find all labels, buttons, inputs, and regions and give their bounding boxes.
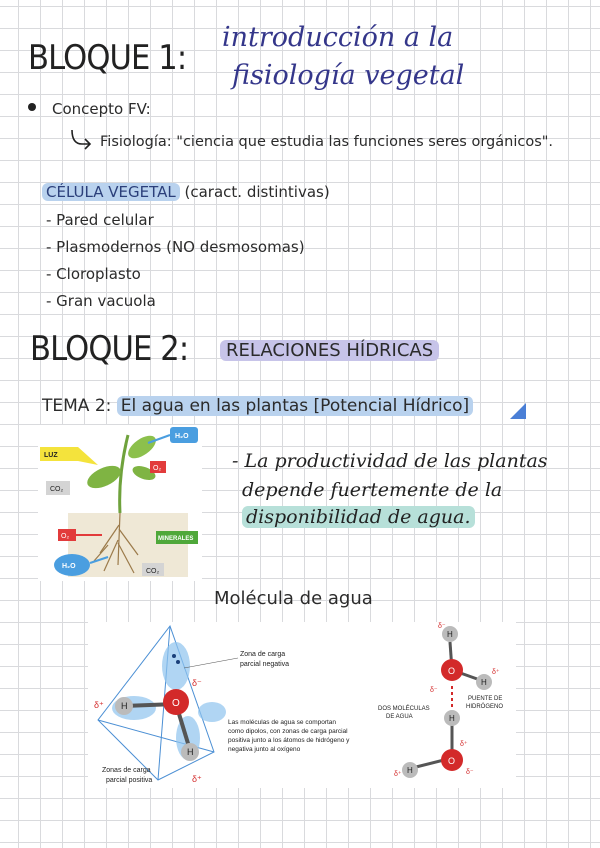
celula-heading-suffix: (caract. distintivas) <box>184 183 330 201</box>
delta-plus: δ⁺ <box>94 700 104 710</box>
zona-negativa-2: parcial negativa <box>240 661 290 668</box>
label-h: H <box>449 714 455 723</box>
celula-heading-row <box>42 183 330 201</box>
plant-diagram <box>38 425 202 581</box>
zona-positiva-2: parcial positiva <box>106 777 153 784</box>
dos-moleculas-1: DOS MOLÉCULAS <box>378 706 430 712</box>
bloque2-subtitle: RELACIONES HÍDRICAS <box>220 340 439 361</box>
label-co2-left: CO₂ <box>50 486 64 493</box>
label-h2o-bottom: H₂O <box>62 563 76 570</box>
celula-item: - Cloroplasto <box>46 265 141 283</box>
handnote-line3-wrap <box>242 506 475 528</box>
desc-4: negativa junto al oxígeno <box>228 746 301 753</box>
orbital-lobe <box>198 702 226 722</box>
delta-minus: δ⁻ <box>430 687 438 694</box>
corner-triangle-icon <box>508 402 528 420</box>
zona-negativa-1: Zona de carga <box>240 651 286 658</box>
delta-minus: δ⁻ <box>466 769 474 776</box>
arrow-return-icon <box>68 128 94 152</box>
water-molecule-figure <box>88 622 516 788</box>
label-o: O <box>448 666 456 676</box>
handnote-line2: depende fuertemente de la <box>242 479 503 501</box>
label-o2-bottom: O₂ <box>61 533 70 540</box>
label-h2o-top: H₂O <box>175 433 189 440</box>
label-h: H <box>481 678 487 687</box>
delta-plus: δ⁺ <box>492 669 500 676</box>
delta-plus: δ⁺ <box>460 741 468 748</box>
tema2-title: El agua en las plantas [Potencial Hídrico] <box>117 396 473 416</box>
label-h: H <box>407 766 413 775</box>
bullet-icon <box>28 103 36 111</box>
label-h: H <box>121 701 128 711</box>
desc-3: positiva junto a los átomos de hidrógeno y <box>228 737 350 744</box>
orbital-lobe <box>162 642 190 690</box>
bloque2-subtitle-wrap <box>220 340 439 361</box>
desc-1: Las moléculas de agua se comportan <box>228 719 337 726</box>
label-o: O <box>448 756 456 766</box>
delta-plus: δ⁺ <box>394 771 402 778</box>
puente-1: PUENTE DE <box>468 696 503 702</box>
delta-minus: δ⁻ <box>192 678 202 688</box>
puente-2: HIDRÓGENO <box>466 704 504 710</box>
label-co2-bottom: CO₂ <box>146 568 160 575</box>
celula-item: - Pared celular <box>46 211 154 229</box>
label-o: O <box>172 698 180 709</box>
tema2-row <box>42 396 473 416</box>
celula-item: - Gran vacuola <box>46 292 156 310</box>
dos-moleculas-2: DE AGUA <box>386 714 413 720</box>
molecula-heading: Molécula de agua <box>214 588 373 609</box>
label-h: H <box>447 630 453 639</box>
concepto-label: Concepto FV: <box>52 100 151 118</box>
concepto-definition: Fisiología: "ciencia que estudia las funciones seres orgánicos". <box>100 134 554 150</box>
bloque1-subtitle-line1: introducción a la <box>222 22 454 53</box>
handnote-line3: disponibilidad de agua. <box>242 506 475 528</box>
label-luz: LUZ <box>44 452 58 459</box>
bloque2-title: BLOQUE 2: <box>30 329 189 369</box>
delta-plus: δ⁺ <box>192 774 202 784</box>
celula-heading: CÉLULA VEGETAL <box>42 183 180 201</box>
label-h: H <box>187 747 194 757</box>
bloque1-title: BLOQUE 1: <box>28 38 187 78</box>
zona-positiva-1: Zonas de carga <box>102 767 151 774</box>
handnote-line1: - La productividad de las plantas <box>232 450 548 472</box>
tema2-label: TEMA 2: <box>42 396 112 416</box>
label-o2-top: O₂ <box>153 465 162 472</box>
celula-item: - Plasmodernos (NO desmosomas) <box>46 238 305 256</box>
delta-minus: δ⁻ <box>438 623 446 630</box>
desc-2: como dipolos, con zonas de carga parcial <box>228 728 348 735</box>
label-minerales: MINERALES <box>158 536 194 542</box>
bloque1-subtitle-line2: fisiología vegetal <box>232 60 465 91</box>
